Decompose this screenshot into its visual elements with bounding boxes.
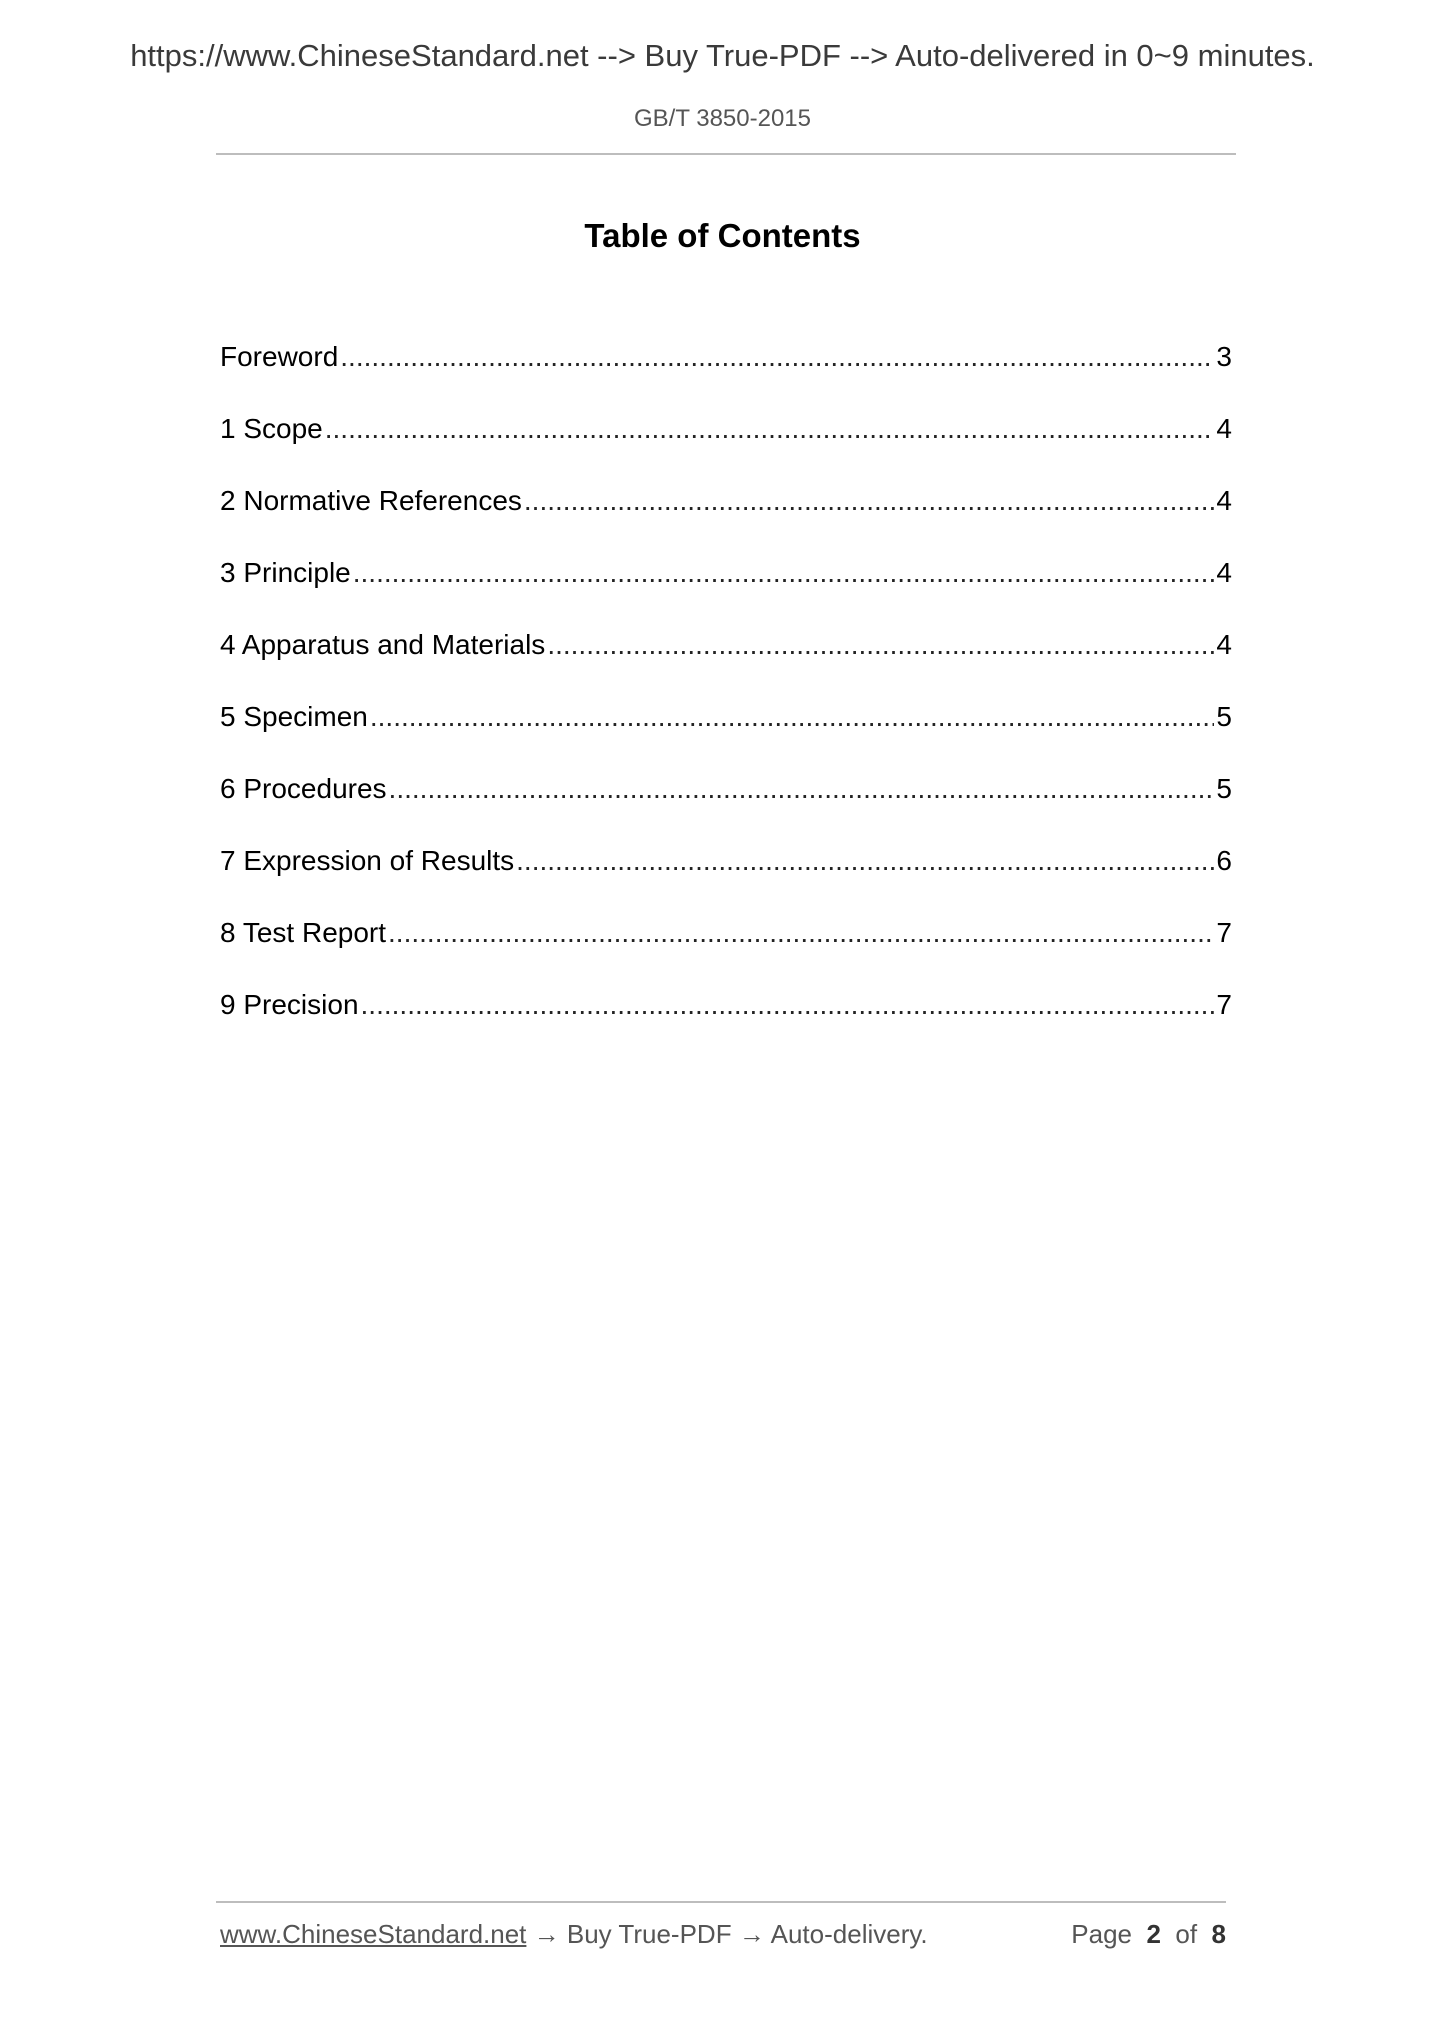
page-total: 8	[1211, 1919, 1226, 1949]
toc-entry-page: 4	[1216, 557, 1232, 588]
toc-entry-expression-of-results[interactable]	[220, 842, 1232, 914]
arrow-right-icon: →	[533, 1919, 560, 1949]
toc-entry-page: 5	[1216, 773, 1232, 804]
toc-entry-label: 1 Scope	[220, 413, 323, 444]
toc-entry-label: 4 Apparatus and Materials	[220, 629, 546, 660]
toc-title: Table of Contents	[584, 217, 861, 254]
footer-site-link[interactable]: www.ChineseStandard.net	[220, 1919, 527, 1949]
toc-leader-dots	[325, 410, 1215, 448]
footer-promo	[220, 1919, 928, 1950]
toc-entry-apparatus-and-materials[interactable]	[220, 626, 1232, 698]
page-word: Page	[1071, 1919, 1133, 1949]
toc-leader-dots	[370, 698, 1215, 736]
toc-entry-procedures[interactable]	[220, 770, 1232, 842]
toc-entry-scope[interactable]	[220, 410, 1232, 482]
toc-entry-page: 6	[1216, 845, 1232, 876]
footer-buy-text: Buy True-PDF	[566, 1919, 732, 1949]
toc-entry-label: Foreword	[220, 341, 339, 372]
toc-entry-principle[interactable]	[220, 554, 1232, 626]
footer-divider	[216, 1901, 1226, 1903]
toc-entry-page: 4	[1216, 629, 1232, 660]
toc-entry-page: 7	[1216, 917, 1232, 948]
toc-entry-precision[interactable]	[220, 986, 1232, 1058]
toc-entry-page: 5	[1216, 701, 1232, 732]
toc-entry-label: 6 Procedures	[220, 773, 387, 804]
toc-entry-specimen[interactable]	[220, 698, 1232, 770]
toc-leader-dots	[524, 482, 1215, 520]
toc-entry-page: 4	[1216, 485, 1232, 516]
toc-leader-dots	[388, 914, 1214, 952]
top-banner: https://www.ChineseStandard.net --> Buy True-PDF --> Auto-delivered in 0~9 minutes.	[130, 38, 1315, 73]
toc-entry-label: 9 Precision	[220, 989, 359, 1020]
toc-entry-foreword[interactable]	[220, 338, 1232, 410]
toc-list	[220, 338, 1232, 1058]
toc-leader-dots	[547, 626, 1214, 664]
page-footer	[220, 1919, 1226, 1955]
footer-delivery-text: Auto-delivery.	[770, 1919, 928, 1949]
toc-entry-label: 2 Normative References	[220, 485, 522, 516]
toc-leader-dots	[389, 770, 1215, 808]
toc-leader-dots	[340, 338, 1214, 376]
document-code: GB/T 3850-2015	[633, 105, 811, 132]
header-divider	[216, 153, 1236, 155]
toc-entry-page: 7	[1216, 989, 1232, 1020]
page-current: 2	[1146, 1919, 1161, 1949]
toc-leader-dots	[516, 842, 1214, 880]
page-indicator	[1071, 1919, 1226, 1950]
toc-entry-label: 5 Specimen	[220, 701, 368, 732]
toc-leader-dots	[361, 986, 1215, 1024]
toc-entry-normative-references[interactable]	[220, 482, 1232, 554]
toc-entry-label: 8 Test Report	[220, 917, 387, 948]
toc-leader-dots	[353, 554, 1215, 592]
of-word: of	[1175, 1919, 1198, 1949]
toc-entry-page: 4	[1216, 413, 1232, 444]
toc-entry-test-report[interactable]	[220, 914, 1232, 986]
toc-entry-page: 3	[1216, 341, 1232, 372]
arrow-right-icon: →	[738, 1919, 765, 1949]
toc-entry-label: 3 Principle	[220, 557, 351, 588]
toc-entry-label: 7 Expression of Results	[220, 845, 515, 876]
